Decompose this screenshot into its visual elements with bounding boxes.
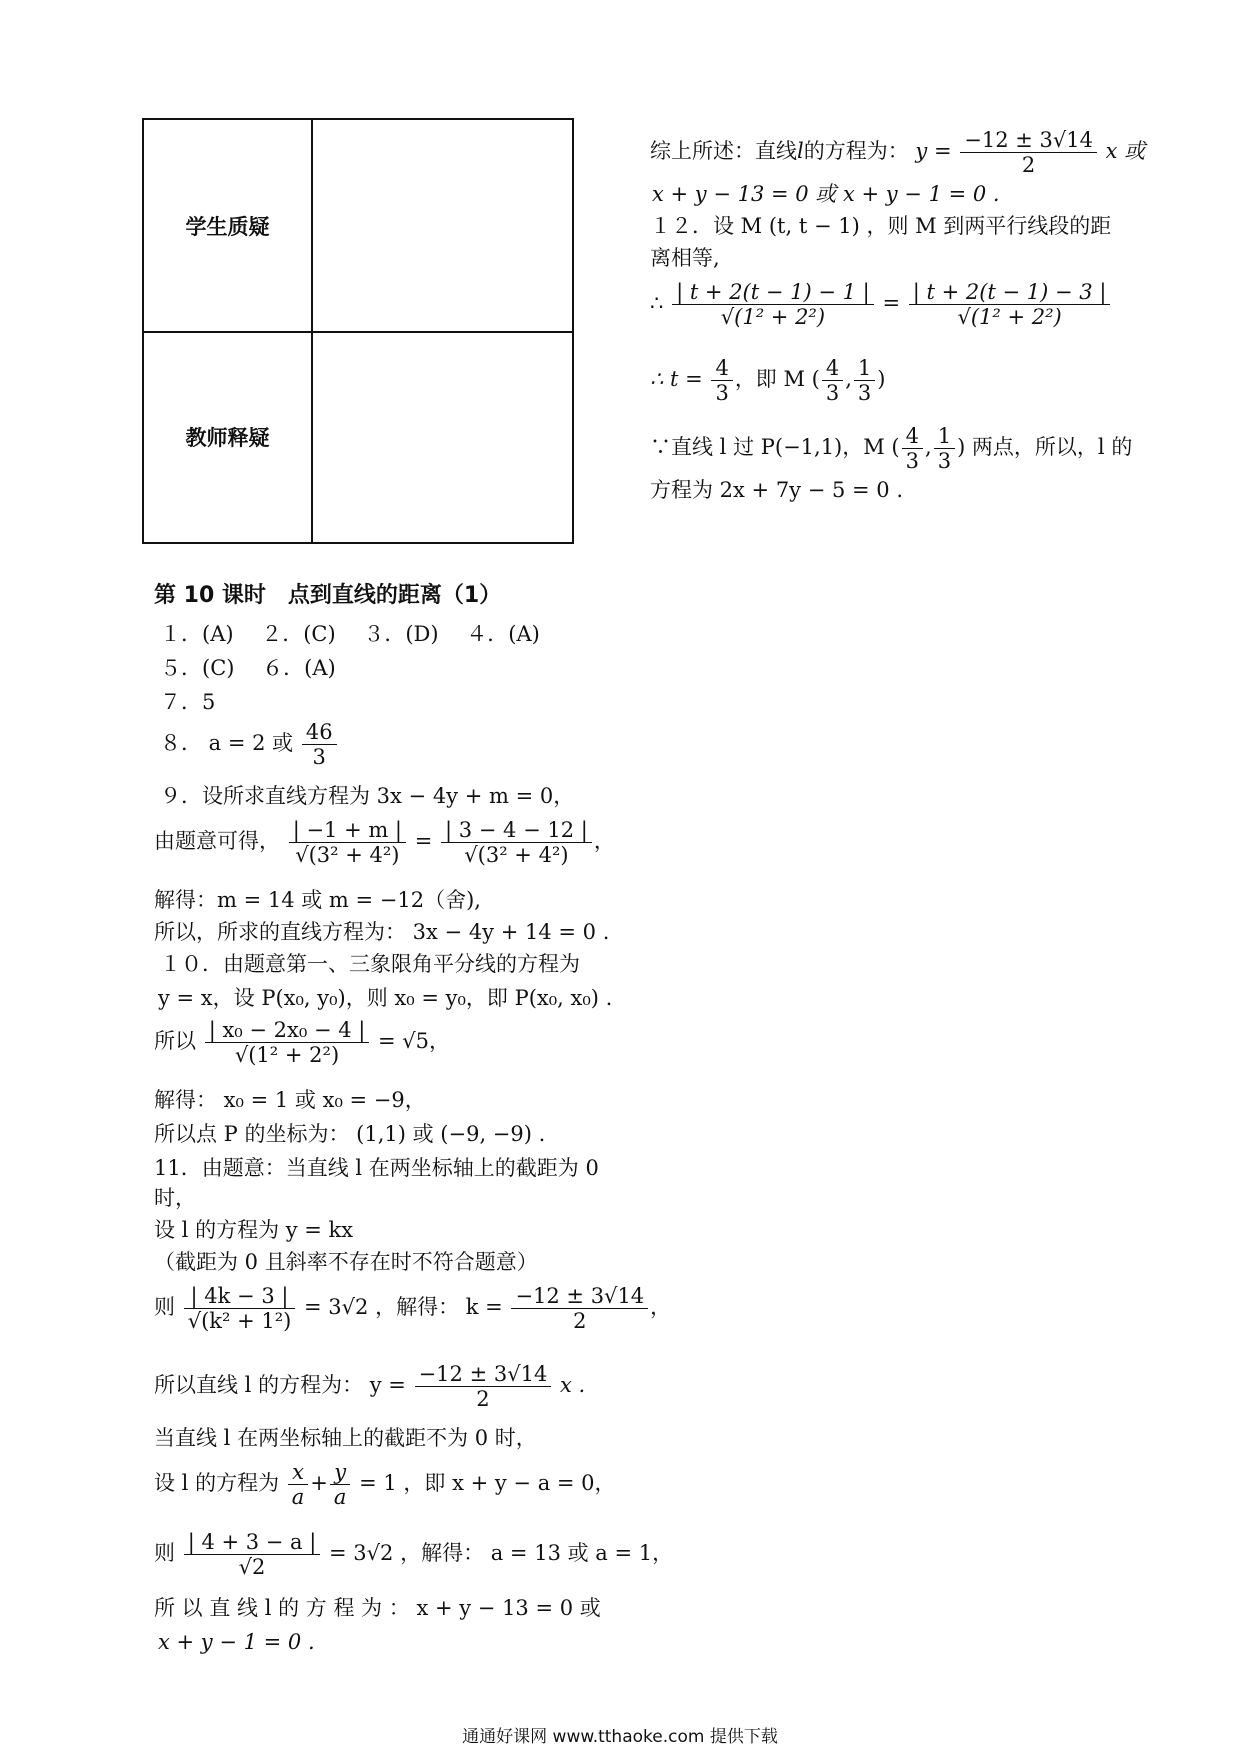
text: x . xyxy=(560,1373,586,1397)
denominator: 3 xyxy=(857,381,872,405)
fraction xyxy=(960,128,1097,177)
text: = 3√2 ，解得： a = 13 或 a = 1， xyxy=(329,1541,674,1565)
answers-row-1: １．(A) ２．(C) ３．(D) ４．(A) xyxy=(160,622,540,646)
plus: + xyxy=(310,1471,328,1495)
fraction xyxy=(854,356,875,405)
text: y = xyxy=(915,139,952,163)
text: ８． a = 2 或 xyxy=(160,731,294,755)
numerator: 4 xyxy=(822,356,843,381)
denominator: 3 xyxy=(715,381,729,405)
text: x 或 xyxy=(1105,139,1146,163)
q9-line-4: 所以，所求的直线方程为： 3x − 4y + 14 = 0 . xyxy=(154,920,610,944)
q11-line-2: 时， xyxy=(154,1186,196,1210)
student-questions-cell[interactable] xyxy=(313,120,572,331)
table-row-student xyxy=(144,120,572,333)
fraction xyxy=(909,280,1111,329)
q11-line-7: 当直线 l 在两坐标轴上的截距不为 0 时， xyxy=(154,1426,537,1450)
text: 所以直线 l 的方程为： y = xyxy=(154,1373,406,1397)
right-line-8: 方程为 2x + 7y − 5 = 0 . xyxy=(650,478,904,502)
q10-line-4: 解得： x₀ = 1 或 x₀ = −9， xyxy=(154,1088,426,1112)
text: = √5， xyxy=(378,1029,451,1053)
text: ∴ t = xyxy=(650,367,703,391)
therefore-symbol: ∴ xyxy=(650,291,664,315)
fraction xyxy=(330,1460,351,1509)
q11-line-1: 11．由题意：当直线 l 在两坐标轴上的截距为 0 xyxy=(154,1156,599,1180)
denominator: 3 xyxy=(937,449,952,473)
var: l xyxy=(797,139,804,163)
teacher-answers-label: 教师释疑 xyxy=(144,331,313,542)
denominator: √(1² + 2²) xyxy=(957,305,1062,329)
equals: = xyxy=(882,291,901,315)
text: 综上所述：直线 xyxy=(650,139,797,163)
right-line-6 xyxy=(650,356,886,405)
text: 的方程为： xyxy=(803,139,909,163)
fraction xyxy=(288,1460,309,1509)
denominator: a xyxy=(333,1485,347,1509)
numerator: −12 ± 3√14 xyxy=(415,1362,552,1387)
denominator: 2 xyxy=(476,1387,490,1411)
q11-line-3: 设 l 的方程为 y = kx xyxy=(154,1218,354,1242)
numerator: | x₀ − 2x₀ − 4 | xyxy=(205,1018,370,1043)
numerator: −12 ± 3√14 xyxy=(511,1284,648,1309)
text: = 3√2 ，解得： k = xyxy=(304,1295,503,1319)
text: ) xyxy=(877,367,886,391)
fraction xyxy=(711,356,732,405)
numerator: −12 ± 3√14 xyxy=(960,128,1097,153)
denominator: √2 xyxy=(238,1555,266,1579)
denominator: 3 xyxy=(825,381,840,405)
q11-line-5 xyxy=(154,1284,671,1333)
denominator: √(1² + 2²) xyxy=(234,1043,340,1067)
denominator: 3 xyxy=(905,449,919,473)
denominator: √(1² + 2²) xyxy=(720,305,826,329)
q9-line-1: ９．设所求直线方程为 3x − 4y + m = 0， xyxy=(160,784,575,808)
table-row-teacher xyxy=(144,331,572,542)
q10-line-2: y = x，设 P(x₀, y₀)，则 x₀ = y₀，即 P(x₀, x₀) . xyxy=(158,986,613,1010)
answer-7: ７．5 xyxy=(160,690,216,714)
q10-line-5: 所以点 P 的坐标为： (1,1) 或 (−9, −9) . xyxy=(154,1122,546,1146)
right-line-2: x + y − 13 = 0 或 x + y − 1 = 0 . xyxy=(652,182,1000,206)
numerator: y xyxy=(330,1460,351,1485)
right-line-5 xyxy=(650,280,1112,329)
denominator: √(3² + 4²) xyxy=(464,843,569,867)
fraction xyxy=(934,424,955,473)
q10-line-1: １０．由题意第一、三象限角平分线的方程为 xyxy=(160,952,580,976)
denominator: √(k² + 1²) xyxy=(187,1309,292,1333)
denominator: 2 xyxy=(1021,153,1036,177)
numerator: 1 xyxy=(934,424,955,449)
question-table xyxy=(142,118,574,544)
q9-line-3: 解得：m = 14 或 m = −12（舍), xyxy=(154,888,481,912)
fraction xyxy=(511,1284,648,1333)
text: 由题意可得， xyxy=(154,829,280,853)
text: ∵直线 l 过 P(−1,1)，M ( xyxy=(650,435,900,459)
text: 设 l 的方程为 xyxy=(154,1471,280,1495)
numerator: | 4k − 3 | xyxy=(184,1284,296,1309)
lesson-heading: 第 10 课时 点到直线的距离（1） xyxy=(154,583,502,608)
comma: , xyxy=(925,435,932,459)
q11-line-10: 所 以 直 线 l 的 方 程 为 ： x + y − 13 = 0 或 xyxy=(154,1596,601,1620)
fraction xyxy=(302,720,337,769)
numerator: | t + 2(t − 1) − 1 | xyxy=(672,280,874,305)
numerator: 46 xyxy=(302,720,337,745)
fraction xyxy=(822,356,843,405)
text: ， xyxy=(650,1295,672,1319)
numerator: | 4 + 3 − a | xyxy=(184,1530,321,1555)
numerator: 4 xyxy=(711,356,732,381)
fraction xyxy=(184,1284,296,1333)
teacher-answers-cell[interactable] xyxy=(313,331,572,542)
q11-line-9 xyxy=(154,1530,673,1579)
fraction xyxy=(205,1018,370,1067)
right-line-4: 离相等, xyxy=(650,246,720,270)
comma: , xyxy=(845,367,852,391)
text: 所以 xyxy=(154,1029,196,1053)
denominator: a xyxy=(291,1485,305,1509)
right-line-3: １２．设 M (t, t − 1) ，则 M 到两平行线段的距 xyxy=(650,214,1112,238)
denominator: 2 xyxy=(573,1309,587,1333)
q11-line-4: （截距为 0 且斜率不存在时不符合题意） xyxy=(154,1250,538,1274)
fraction xyxy=(184,1530,321,1579)
numerator: 1 xyxy=(854,356,875,381)
fraction xyxy=(415,1362,552,1411)
denominator: √(3² + 4²) xyxy=(295,843,400,867)
q11-line-8 xyxy=(154,1460,616,1509)
fraction xyxy=(289,818,406,867)
q10-line-3 xyxy=(154,1018,450,1067)
denominator: 3 xyxy=(312,745,326,769)
right-line-1 xyxy=(650,128,1145,177)
q11-line-11: x + y − 1 = 0 . xyxy=(158,1630,315,1654)
equals: = xyxy=(414,829,433,853)
text: 则 xyxy=(154,1295,175,1319)
right-line-7 xyxy=(650,424,1132,473)
numerator: x xyxy=(288,1460,309,1485)
text: 则 xyxy=(154,1541,175,1565)
fraction xyxy=(902,424,923,473)
q9-line-2 xyxy=(154,818,615,867)
answer-8 xyxy=(160,720,339,769)
numerator: | −1 + m | xyxy=(289,818,406,843)
fraction xyxy=(672,280,874,329)
text: = 1 ，即 x + y − a = 0， xyxy=(359,1471,616,1495)
text: ， xyxy=(593,829,615,853)
numerator: | t + 2(t − 1) − 3 | xyxy=(909,280,1111,305)
text: ，即 M ( xyxy=(734,367,820,391)
numerator: | 3 − 4 − 12 | xyxy=(441,818,592,843)
text: ) 两点，所以，l 的 xyxy=(957,435,1133,459)
answers-row-2: ５．(C) ６．(A) xyxy=(160,656,336,680)
numerator: 4 xyxy=(902,424,923,449)
student-questions-label: 学生质疑 xyxy=(144,120,313,331)
footer-credit: 通通好课网 www.tthaoke.com 提供下载 xyxy=(462,1727,778,1747)
fraction xyxy=(441,818,592,867)
q11-line-6 xyxy=(154,1362,585,1411)
